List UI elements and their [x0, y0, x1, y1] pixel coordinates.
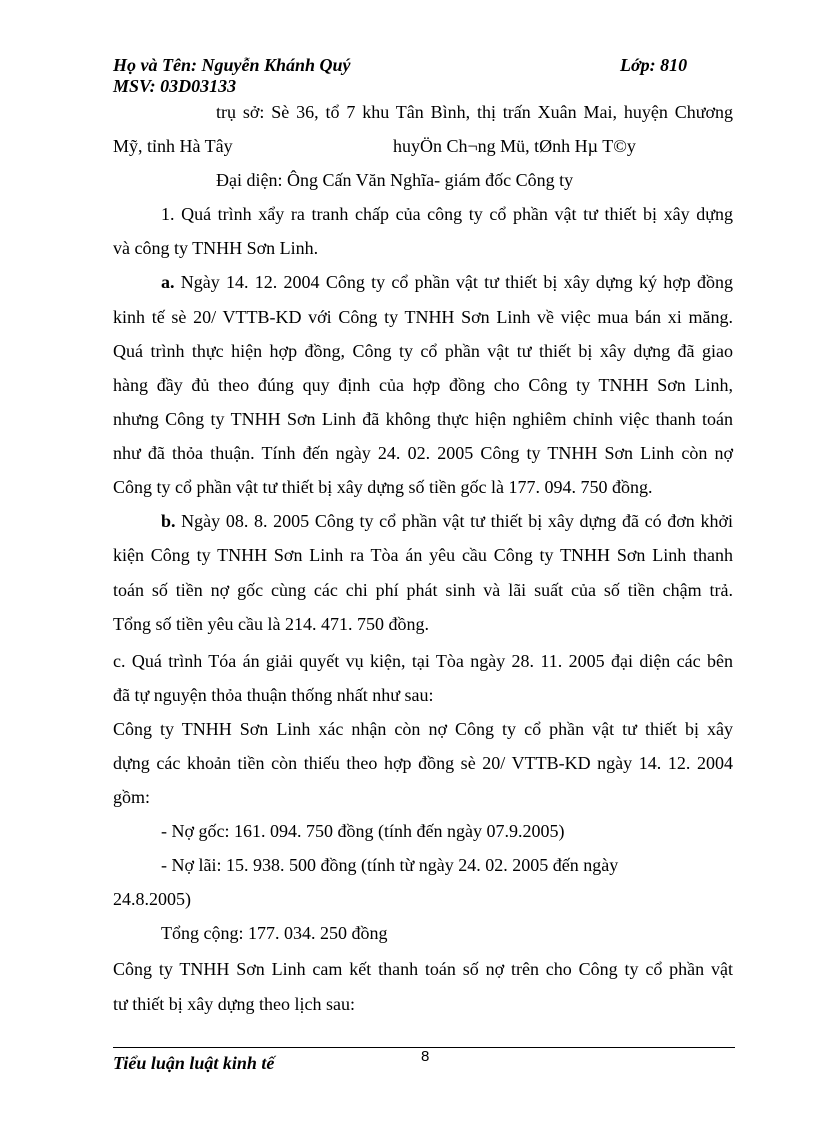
- paragraph-c-line-2: đã tự nguyện thỏa thuận thống nhất như sau:: [113, 685, 434, 705]
- representative-line: Đại diện: Ông Cấn Văn Nghĩa- giám đốc Công ty: [216, 170, 574, 190]
- paragraph-b-line-1: b. Ngày 08. 8. 2005 Công ty cổ phần vật tư thiết bị xây dựng đã có đơn khởi: [161, 511, 733, 531]
- student-id: MSV: 03D03133: [113, 76, 237, 96]
- body-line-2a: Mỹ, tỉnh Hà Tây: [113, 136, 233, 156]
- interest-debt-line: - Nợ lãi: 15. 938. 500 đồng (tính từ ngày 24. 02. 2005 đến ngày: [161, 855, 619, 875]
- paragraph-a-line-5: nhưng Công ty TNHH Sơn Linh đã không thực hiện nghiêm chỉnh việc thanh toán: [113, 409, 733, 429]
- agreement-line-3: gồm:: [113, 787, 151, 807]
- paragraph-b-label: b.: [161, 511, 176, 531]
- commitment-line-1: Công ty TNHH Sơn Linh cam kết thanh toán số nợ trên cho Công ty cổ phần vật: [113, 959, 733, 979]
- paragraph-b-line-3: toán số tiền nợ gốc cùng các chi phí phát sinh và lãi suất của số tiền chậm trả.: [113, 580, 733, 600]
- paragraph-a-line-4: hàng đầy đủ theo đúng quy định của hợp đồng cho Công ty TNHH Sơn Linh,: [113, 375, 733, 395]
- paragraph-b-line-4: Tổng số tiền yêu cầu là 214. 471. 750 đồng.: [113, 614, 429, 634]
- page-number: 8: [421, 1048, 430, 1065]
- principal-debt-line: - Nợ gốc: 161. 094. 750 đồng (tính đến ngày 07.9.2005): [161, 821, 565, 841]
- paragraph-a-line-7: Công ty cổ phần vật tư thiết bị xây dựng số tiền gốc là 177. 094. 750 đồng.: [113, 477, 653, 497]
- agreement-line-1: Công ty TNHH Sơn Linh xác nhận còn nợ Công ty cổ phần vật tư thiết bị xây: [113, 719, 733, 739]
- section-1-heading: 1. Quá trình xẩy ra tranh chấp của công ty cổ phần vật tư thiết bị xây dựng: [161, 204, 733, 224]
- author-name: Họ và Tên: Nguyễn Khánh Quý: [113, 55, 351, 75]
- total-line: Tổng cộng: 177. 034. 250 đồng: [161, 923, 388, 943]
- paragraph-a-line-1: a. Ngày 14. 12. 2004 Công ty cổ phần vật tư thiết bị xây dựng ký hợp đồng: [161, 272, 733, 292]
- paragraph-a-line-3: Quá trình thực hiện hợp đồng, Công ty cổ phần vật tư thiết bị xây dựng đã giao: [113, 341, 733, 361]
- body-line-1: trụ sở: Sè 36, tổ 7 khu Tân Bình, thị trấn Xuân Mai, huyện Chương: [216, 102, 733, 122]
- paragraph-a-label: a.: [161, 272, 175, 292]
- footer-title: Tiểu luận luật kinh tế: [113, 1053, 275, 1073]
- paragraph-c-line-1: c. Quá trình Tóa án giải quyết vụ kiện, tại Tòa ngày 28. 11. 2005 đại diện các bên: [113, 651, 733, 671]
- paragraph-a-line-6: như đã thỏa thuận. Tính đến ngày 24. 02. 2005 Công ty TNHH Sơn Linh còn nợ: [113, 443, 733, 463]
- paragraph-b-line-2: kiện Công ty TNHH Sơn Linh ra Tòa án yêu cầu Công ty TNHH Sơn Linh thanh: [113, 545, 733, 565]
- interest-debt-line-cont: 24.8.2005): [113, 889, 191, 909]
- agreement-line-2: dựng các khoản tiền còn thiếu theo hợp đồng sè 20/ VTTB-KD ngày 14. 12. 2004: [113, 753, 733, 773]
- body-line-2b-garbled: huyÖn Ch¬ng Mü, tØnh Hµ T©y: [393, 136, 636, 156]
- class-label: Lớp: 810: [620, 55, 688, 75]
- section-1-heading-cont: và công ty TNHH Sơn Linh.: [113, 238, 319, 258]
- commitment-line-2: tư thiết bị xây dựng theo lịch sau:: [113, 994, 355, 1014]
- paragraph-a-line-2: kinh tế sè 20/ VTTB-KD với Công ty TNHH Sơn Linh về việc mua bán xi măng.: [113, 307, 733, 327]
